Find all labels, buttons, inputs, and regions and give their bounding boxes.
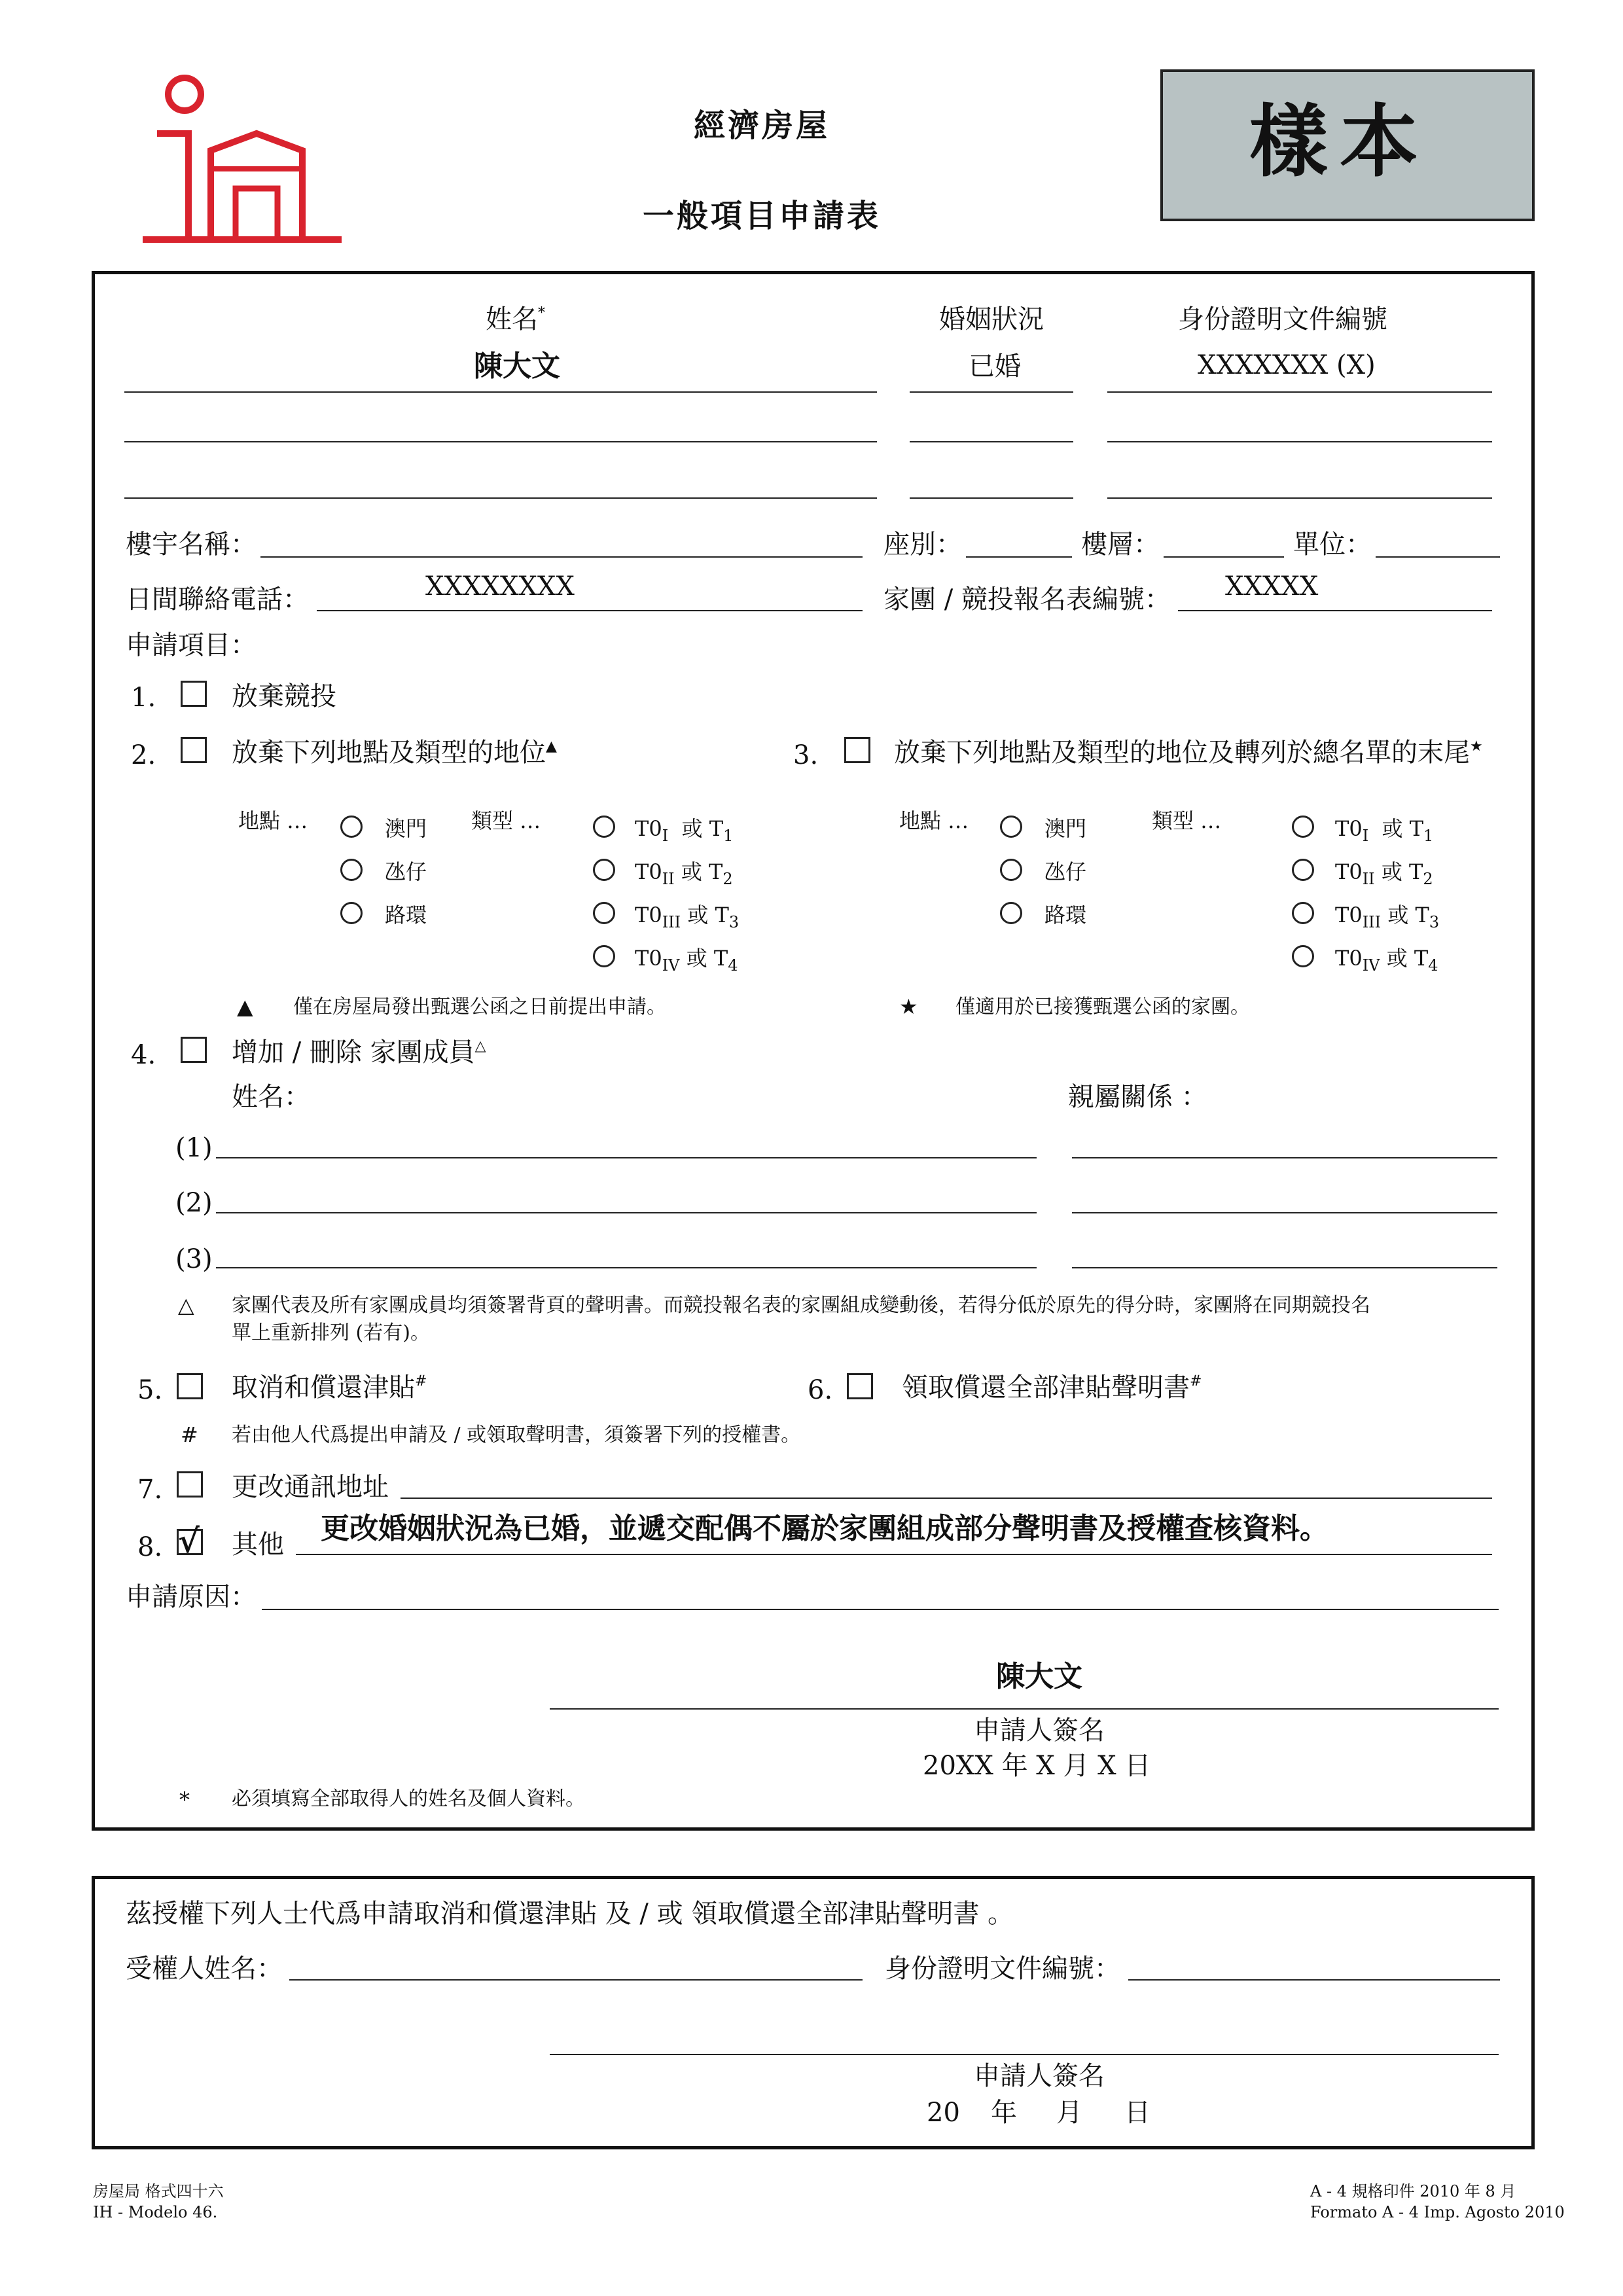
type-radio-2-3[interactable]	[1292, 859, 1314, 881]
member-name-field-2[interactable]	[216, 1212, 1037, 1213]
member-name-label: 姓名：	[232, 1082, 310, 1112]
item-6-checkbox[interactable]	[847, 1373, 873, 1399]
location-macau-3: 澳門	[1044, 816, 1087, 841]
authorization-intro: 茲授權下列人士代爲申請取消和償還津貼 及 / 或 領取償還全部津貼聲明書 。	[126, 1899, 1014, 1929]
type-option-1-3: $T0_I$ 或 $T_1$	[1335, 816, 1434, 845]
name-line-1[interactable]	[124, 391, 877, 393]
item-3-checkbox[interactable]	[844, 737, 870, 763]
marital-line-2[interactable]	[910, 441, 1073, 442]
sample-stamp-text: 樣本	[1249, 97, 1430, 188]
type-option-2-3: $T0_{II}$ 或 $T_2$	[1335, 859, 1433, 888]
phone-label: 日間聯絡電話：	[126, 584, 309, 615]
type-option-4-3: $T0_{IV}$ 或 $T_4$	[1335, 946, 1438, 975]
footer-form-code-pt: IH - Modelo 46.	[93, 2203, 218, 2221]
marital-line-3[interactable]	[910, 497, 1073, 499]
type-option-3-3: $T0_{III}$ 或 $T_3$	[1335, 903, 1440, 931]
member-name-field-3[interactable]	[216, 1267, 1037, 1268]
id-header: 身份證明文件編號	[1178, 304, 1387, 334]
location-radio-macau-2[interactable]	[340, 816, 363, 838]
member-note-symbol: △	[178, 1293, 194, 1318]
reason-field[interactable]	[262, 1609, 1499, 1610]
id-line-3[interactable]	[1107, 497, 1492, 499]
authorization-date-20: 20	[927, 2098, 960, 2128]
location-macau-2: 澳門	[385, 816, 427, 841]
block-field[interactable]	[966, 556, 1072, 558]
location-label-3: 地點 …	[899, 808, 969, 833]
item-2-checkbox[interactable]	[181, 737, 207, 763]
member-relation-field-3[interactable]	[1072, 1267, 1497, 1268]
form-title: 一般項目申請表	[643, 198, 882, 234]
required-symbol: *	[179, 1787, 190, 1812]
name-header: 姓名*	[486, 304, 545, 334]
item-3-number: 3.	[793, 740, 819, 770]
authorization-signature-label: 申請人簽名	[974, 2061, 1105, 2091]
type-radio-1-2[interactable]	[593, 816, 615, 838]
block-label: 座別：	[883, 529, 962, 560]
id-line-1[interactable]	[1107, 391, 1492, 393]
member-row-3: (3)	[175, 1244, 213, 1274]
signature-date: 20XX 年 X 月 X 日	[923, 1751, 1151, 1781]
required-note: 必須填寫全部取得人的姓名及個人資料。	[232, 1787, 585, 1810]
reason-label: 申請原因：	[126, 1582, 257, 1612]
location-coloane-2: 路環	[385, 903, 427, 927]
authorized-id-label: 身份證明文件編號：	[885, 1954, 1120, 1984]
unit-label: 單位：	[1293, 529, 1372, 560]
item-5-number: 5.	[137, 1375, 163, 1405]
location-radio-taipa-3[interactable]	[1000, 859, 1022, 881]
member-note-line-2: 單上重新排列 (若有)。	[232, 1321, 430, 1344]
item-4-checkbox[interactable]	[181, 1037, 207, 1063]
item-8-number: 8.	[137, 1532, 163, 1562]
relation-label: 親屬關係 ：	[1068, 1082, 1207, 1112]
type-radio-4-3[interactable]	[1292, 945, 1314, 967]
member-row-2: (2)	[175, 1188, 213, 1218]
applicant-id: XXXXXXX (X)	[1198, 350, 1376, 380]
item-7-checkbox[interactable]	[177, 1471, 203, 1498]
triangle-symbol: ▲	[237, 994, 253, 1019]
item-4-label: 增加 / 刪除 家團成員△	[232, 1037, 486, 1067]
form-number-label: 家團 / 競投報名表編號：	[883, 584, 1171, 615]
location-radio-coloane-3[interactable]	[1000, 902, 1022, 924]
type-option-1-2: $T0_I$ 或 $T_1$	[635, 816, 734, 845]
form-number-field[interactable]	[1178, 610, 1492, 611]
item-1-checkbox[interactable]	[181, 681, 207, 707]
type-radio-1-3[interactable]	[1292, 816, 1314, 838]
location-taipa-2: 氹仔	[385, 859, 427, 884]
item-1-number: 1.	[131, 683, 156, 713]
authorized-id-field[interactable]	[1128, 1979, 1500, 1981]
location-radio-taipa-2[interactable]	[340, 859, 363, 881]
form-number-value: XXXXX	[1225, 571, 1319, 601]
other-field[interactable]	[296, 1554, 1492, 1555]
unit-field[interactable]	[1376, 556, 1500, 558]
footer-print-info-pt: Formato A - 4 Imp. Agosto 2010	[1310, 2203, 1565, 2221]
member-note-line-1: 家團代表及所有家團成員均須簽署背頁的聲明書。而競投報名表的家團組成變動後，若得分低於原先的得分時，家團將在同期競投名	[232, 1294, 1370, 1317]
type-radio-4-2[interactable]	[593, 945, 615, 967]
triangle-note: 僅在房屋局發出甄選公函之日前提出申請。	[293, 996, 666, 1018]
location-taipa-3: 氹仔	[1044, 859, 1087, 884]
hash-symbol: #	[181, 1422, 198, 1447]
hash-note: 若由他人代爲提出申請及 / 或領取聲明書，須簽署下列的授權書。	[232, 1424, 801, 1446]
items-label: 申請項目：	[126, 630, 257, 660]
authorization-signature-line[interactable]	[550, 2054, 1499, 2055]
location-radio-coloane-2[interactable]	[340, 902, 363, 924]
item-2-number: 2.	[131, 740, 156, 770]
type-radio-3-3[interactable]	[1292, 902, 1314, 924]
member-relation-field-1[interactable]	[1072, 1157, 1497, 1158]
footer-form-code: 房屋局 格式四十六	[93, 2182, 224, 2200]
item-8-label: 其他	[232, 1530, 284, 1560]
floor-field[interactable]	[1164, 556, 1284, 558]
item-8-checkmark: √	[178, 1522, 200, 1560]
applicant-marital: 已婚	[969, 351, 1021, 382]
type-label-3: 類型 …	[1152, 808, 1222, 833]
star-symbol: ★	[899, 994, 918, 1019]
authorization-date-month: 月	[1056, 2098, 1082, 2128]
name-line-3[interactable]	[124, 497, 877, 499]
location-radio-macau-3[interactable]	[1000, 816, 1022, 838]
item-5-checkbox[interactable]	[177, 1373, 203, 1399]
new-address-field[interactable]	[401, 1498, 1492, 1499]
authorized-name-field[interactable]	[289, 1979, 863, 1981]
type-label-2: 類型 …	[471, 808, 541, 833]
building-name-label: 樓宇名稱：	[126, 529, 257, 560]
authorization-date-day: 日	[1124, 2098, 1150, 2128]
phone-field[interactable]	[317, 610, 863, 611]
authorization-date-year: 年	[991, 2098, 1017, 2128]
id-line-2[interactable]	[1107, 441, 1492, 442]
member-row-1: (1)	[175, 1133, 213, 1163]
type-radio-2-2[interactable]	[593, 859, 615, 881]
marital-line-1[interactable]	[910, 391, 1073, 393]
page-title: 經濟房屋	[694, 107, 830, 144]
item-6-label: 領取償還全部津貼聲明書#	[902, 1372, 1202, 1403]
item-3-label: 放棄下列地點及類型的地位及轉列於總名單的末尾★	[894, 738, 1483, 768]
type-radio-3-2[interactable]	[593, 902, 615, 924]
footer-print-info: A - 4 規格印件 2010 年 8 月	[1310, 2182, 1516, 2200]
item-1-label: 放棄競投	[232, 681, 336, 711]
name-line-2[interactable]	[124, 441, 877, 442]
location-label-2: 地點 …	[238, 808, 308, 833]
item-7-number: 7.	[137, 1475, 163, 1505]
item-4-number: 4.	[131, 1040, 156, 1070]
authorized-name-label: 受權人姓名：	[126, 1954, 283, 1984]
signature-label: 申請人簽名	[974, 1715, 1105, 1746]
sample-stamp	[1160, 69, 1535, 221]
star-note: 僅適用於已接獲甄選公函的家團。	[955, 996, 1250, 1018]
item-6-number: 6.	[808, 1375, 833, 1405]
location-coloane-3: 路環	[1044, 903, 1087, 927]
applicant-signature: 陳大文	[996, 1660, 1082, 1693]
building-name-field[interactable]	[260, 556, 863, 558]
item-5-label: 取消和償還津貼#	[232, 1372, 427, 1403]
item-2-label: 放棄下列地點及類型的地位▲	[232, 738, 557, 768]
type-option-3-2: $T0_{III}$ 或 $T_3$	[635, 903, 740, 931]
type-option-4-2: $T0_{IV}$ 或 $T_4$	[635, 946, 738, 975]
item-8-value: 更改婚姻狀況為已婚，並遞交配偶不屬於家團組成部分聲明書及授權查核資料。	[321, 1512, 1329, 1545]
marital-header: 婚姻狀況	[939, 304, 1044, 334]
item-7-label: 更改通訊地址	[232, 1472, 389, 1502]
floor-label: 樓層：	[1081, 529, 1160, 560]
member-relation-field-2[interactable]	[1072, 1212, 1497, 1213]
housing-bureau-logo	[137, 71, 347, 249]
signature-line[interactable]	[550, 1708, 1499, 1710]
type-option-2-2: $T0_{II}$ 或 $T_2$	[635, 859, 733, 888]
applicant-name: 陳大文	[474, 350, 560, 383]
member-name-field-1[interactable]	[216, 1157, 1037, 1158]
phone-value: XXXXXXXX	[425, 571, 575, 601]
